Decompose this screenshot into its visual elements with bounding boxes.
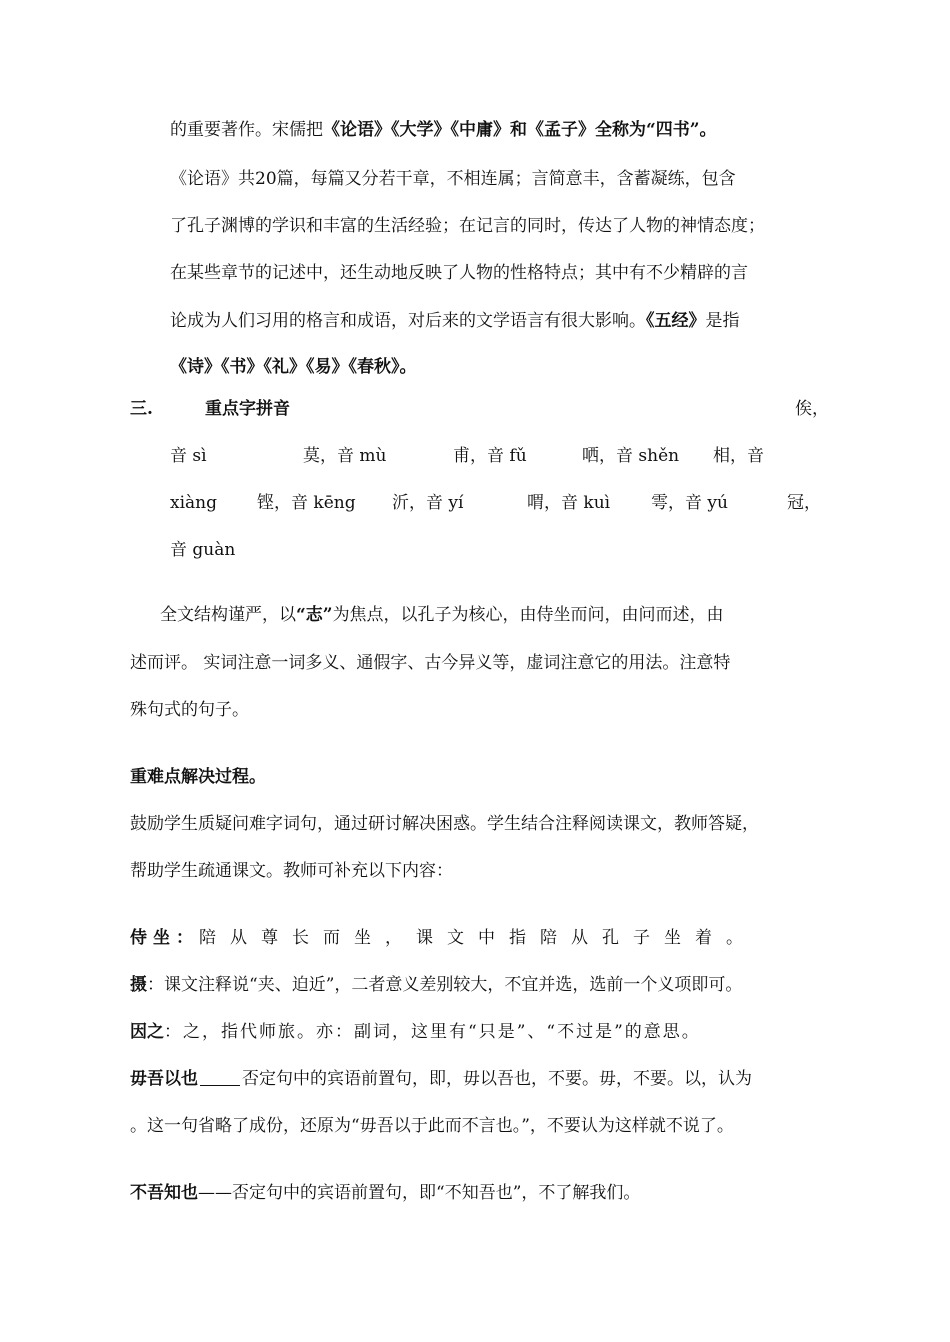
section3-number: 三.: [130, 399, 153, 419]
para1-line6: 《诗》《书》《礼》《易》《春秋》。: [170, 357, 417, 377]
note-yinzhi: [130, 1020, 701, 1044]
para2-line2: 述而评。 实词注意一词多义、通假字、古今异义等，虚词注意它的用法。注意特: [130, 653, 731, 673]
note-wuwuyiye-term: 毋吾以也: [130, 1069, 198, 1089]
pinyin-item-si-char: 俟，: [795, 399, 829, 419]
note-buwuzhiye: [130, 1181, 640, 1205]
note-wuwuyiye-cont: 。这一句省略了成份，还原为“毋吾以于此而不言也。”，不要认为这样就不说了。: [130, 1116, 734, 1136]
note-she-text: ：课文注释说“夹、迫近”，二者意义差别较大，不宜并选，选前一个义项即可。: [147, 975, 743, 995]
note-yinzhi-term: 因之: [130, 1022, 164, 1042]
blank-line: [200, 1069, 240, 1086]
para1-line5: [170, 309, 740, 333]
pinyin-item-guan: 音 guàn: [170, 540, 236, 560]
para1-line1-a: 的重要著作。宋儒把: [170, 120, 323, 140]
para2-line3: 殊句式的句子。: [130, 700, 249, 720]
para2-line1-c: 为焦点，以孔子为核心，由侍坐而问，由问而述，由: [332, 605, 724, 625]
pinyin-item-guan-char: 冠，: [787, 493, 821, 513]
pinyin-item-shen: 哂，音 shěn: [582, 446, 680, 466]
note-wuwuyiye-text: 否定句中的宾语前置句，即，毋以吾也，不要。毋，不要。以，认为: [242, 1069, 752, 1089]
para1-line2: 《论语》共20篇，每篇又分若干章，不相连属；言简意丰，含蓄凝练，包含: [170, 169, 736, 189]
zhi-focus-text: “志”: [296, 605, 333, 625]
para1-line5-c: 是指: [705, 311, 740, 331]
pinyin-item-fu: 甫，音 fǔ: [453, 446, 527, 466]
pinyin-item-yi: 沂，音 yí: [392, 493, 464, 513]
five-classics-text: 《五经》: [646, 311, 706, 331]
para3-line1: 鼓励学生质疑问难字词句，通过研讨解决困惑。学生结合注释阅读课文，教师答疑，: [130, 814, 759, 834]
para1-line1: [170, 118, 717, 142]
note-shizuo-text: 陪从尊长而坐，课文中指陪从孔子坐着。: [199, 928, 757, 948]
pinyin-item-si: 音 sì: [170, 446, 207, 466]
four-books-text: 《论语》《大学》《中庸》和《孟子》全称为“四书”。: [323, 120, 717, 140]
para1-line5-a: 论成为人们习用的格言和成语，对后来的文学语言有很大影响。: [170, 311, 646, 331]
note-she-term: 摄: [130, 975, 147, 995]
para3-line2: 帮助学生疏通课文。教师可补充以下内容：: [130, 861, 453, 881]
pinyin-item-xiang: xiàng: [170, 493, 217, 513]
note-buwuzhiye-text: ——否定句中的宾语前置句，即“不知吾也”，不了解我们。: [198, 1183, 641, 1203]
pinyin-item-keng: 铿，音 kēng: [257, 493, 356, 513]
pinyin-item-mu: 莫，音 mù: [303, 446, 387, 466]
pinyin-item-kui: 喟，音 kuì: [527, 493, 611, 513]
para2-line1-a: 全文结构谨严，以: [160, 605, 296, 625]
note-yinzhi-text: ：之，指代师旅。亦：副词，这里有“只是”、“不过是”的意思。: [164, 1022, 701, 1042]
pinyin-item-yu: 雩，音 yú: [651, 493, 728, 513]
note-she: [130, 973, 742, 997]
section3-title: 重点字拼音: [205, 399, 290, 419]
key-points-heading: 重难点解决过程。: [130, 767, 266, 787]
note-buwuzhiye-term: 不吾知也: [130, 1183, 198, 1203]
note-shizuo: [130, 926, 820, 950]
note-shizuo-term: 侍坐：: [130, 928, 199, 948]
para1-line3: 了孔子渊博的学识和丰富的生活经验；在记言的同时，传达了人物的神情态度；: [170, 216, 765, 236]
para2-line1: [160, 603, 724, 627]
pinyin-item-xiang-char: 相，音: [713, 446, 764, 466]
note-wuwuyiye: [130, 1067, 752, 1091]
para1-line4: 在某些章节的记述中，还生动地反映了人物的性格特点；其中有不少精辟的言: [170, 263, 748, 283]
